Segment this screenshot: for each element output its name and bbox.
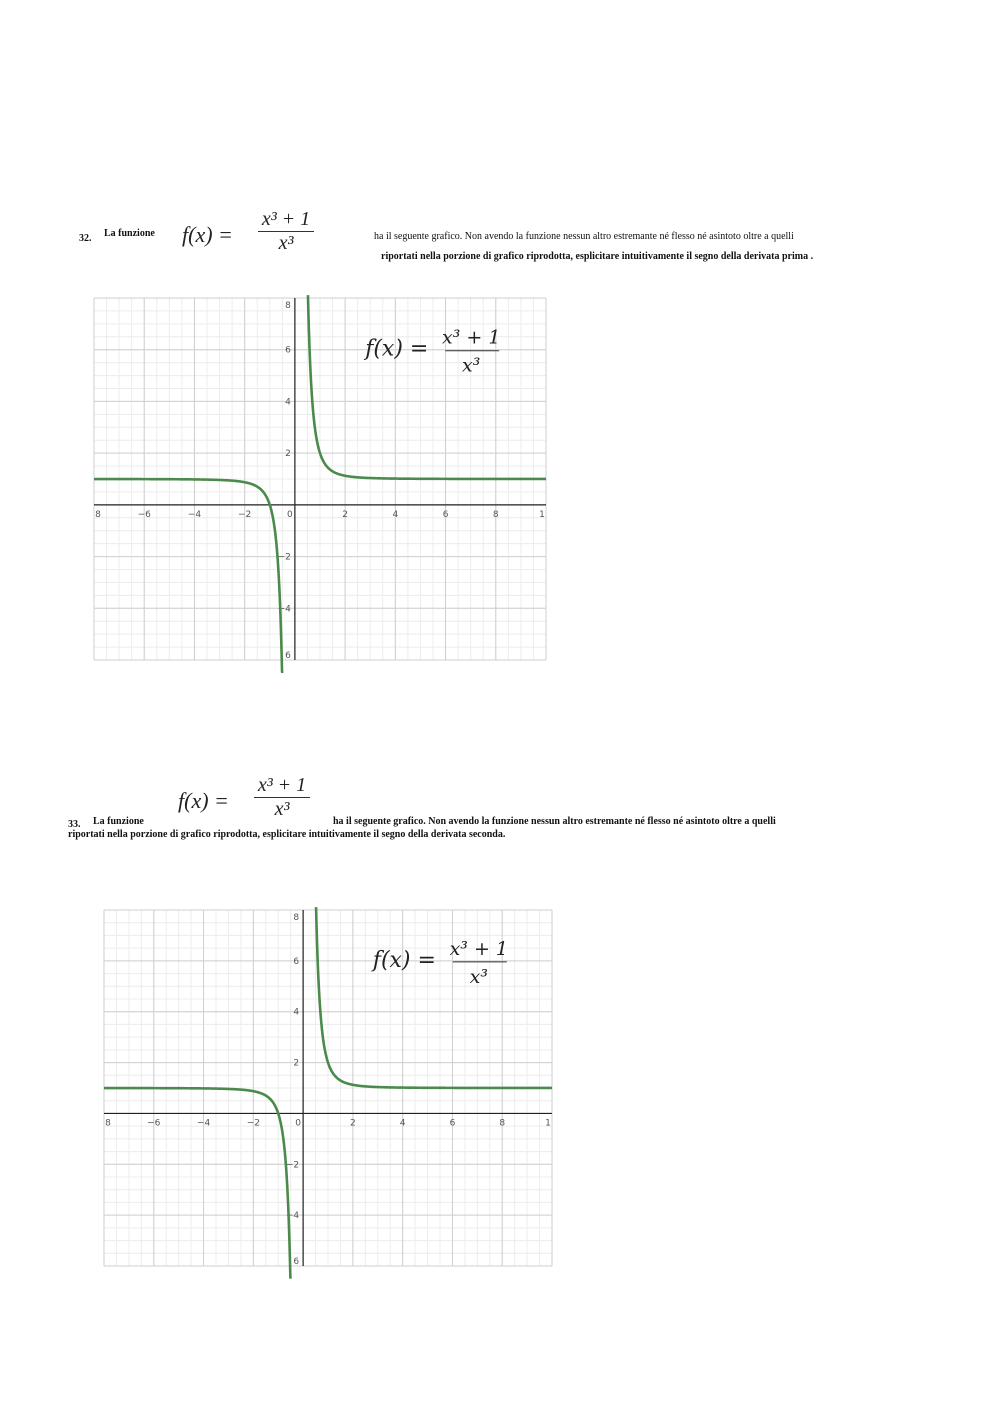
- x-tick-label: −2: [246, 1118, 260, 1129]
- x-tick-label: 8: [499, 1118, 506, 1129]
- formula-label: [363, 327, 500, 377]
- formula-lhs: f(x) =: [182, 222, 233, 247]
- formula-denominator: x³: [274, 798, 290, 820]
- question-lead: La funzione: [104, 228, 155, 239]
- x-tick-label: 6: [442, 509, 449, 520]
- formula-fraction: [254, 774, 310, 821]
- x-tick-label: 8: [105, 1118, 111, 1129]
- formula-lhs: f(x) =: [365, 336, 429, 362]
- x-tick-label: 1: [545, 1118, 551, 1129]
- x-tick-label: 0: [295, 1118, 301, 1129]
- y-tick-label: 6: [293, 956, 300, 967]
- y-tick-label: 6: [293, 1257, 300, 1267]
- x-tick-label: 2: [350, 1118, 356, 1129]
- y-tick-label: 4: [285, 397, 291, 408]
- formula-fraction: [258, 208, 314, 254]
- x-tick-label: −6: [147, 1118, 161, 1129]
- y-tick-label: −4: [277, 604, 291, 615]
- formula-lhs: f(x) =: [178, 788, 229, 813]
- y-tick-label: −2: [277, 552, 291, 563]
- y-tick-label: 2: [285, 449, 291, 460]
- question-number: 32.: [79, 233, 92, 244]
- question-lead: La funzione: [93, 816, 144, 827]
- y-tick-label: −4: [285, 1211, 300, 1222]
- graph-32: [94, 298, 546, 660]
- x-tick-label: −4: [187, 509, 202, 520]
- formula-denominator: x³: [469, 965, 488, 988]
- function-plot: [104, 910, 552, 1266]
- y-tick-label: 8: [293, 913, 300, 923]
- question-number: 33.: [68, 819, 81, 830]
- formula-numerator: x³ + 1: [261, 208, 311, 230]
- x-tick-label: 6: [449, 1118, 456, 1129]
- formula-numerator: x³ + 1: [441, 326, 501, 349]
- formula-numerator: x³ + 1: [257, 774, 307, 796]
- question-text-line2: riportati nella porzione di grafico riprodotta, esplicitare intuitivamente il segno della derivata prima .: [381, 251, 814, 262]
- formula-denominator: x³: [278, 232, 294, 254]
- y-tick-label: 6: [285, 345, 291, 356]
- y-tick-label: 4: [293, 1007, 300, 1018]
- formula-label: [371, 938, 508, 988]
- y-tick-label: −2: [285, 1160, 300, 1171]
- y-tick-label: 6: [285, 651, 291, 661]
- question-text-line2: riportati nella porzione di grafico riprodotta, esplicitare intuitivamente il segno della derivata seconda.: [68, 829, 506, 840]
- x-tick-label: −2: [238, 509, 252, 520]
- x-tick-label: 0: [287, 509, 293, 520]
- y-tick-label: 8: [285, 301, 291, 311]
- formula-lhs: f(x) =: [372, 947, 436, 973]
- x-tick-label: −4: [196, 1118, 211, 1129]
- x-tick-label: 4: [399, 1118, 406, 1129]
- question-text-line1: ha il seguente grafico. Non avendo la funzione nessun altro estremante né flesso né asintoto oltre a quelli: [333, 816, 776, 827]
- curve-left-branch: [94, 479, 282, 673]
- curve-right-branch: [316, 907, 552, 1088]
- formula-denominator: x³: [462, 354, 481, 377]
- curve-right-branch: [308, 295, 546, 479]
- x-tick-label: 4: [392, 509, 399, 520]
- x-tick-label: 8: [95, 509, 101, 520]
- graph-33: [104, 910, 552, 1266]
- x-tick-label: 2: [342, 509, 348, 520]
- x-tick-label: 8: [492, 509, 499, 520]
- x-tick-label: 1: [539, 509, 545, 520]
- formula-numerator: x³ + 1: [449, 937, 509, 960]
- question-text-line1: ha il seguente grafico. Non avendo la funzione nessun altro estremante né flesso né asintoto oltre a quelli: [374, 231, 794, 242]
- curve-left-branch: [104, 1088, 291, 1279]
- function-plot: [94, 298, 546, 660]
- y-tick-label: 2: [293, 1058, 300, 1069]
- x-tick-label: −6: [137, 509, 151, 520]
